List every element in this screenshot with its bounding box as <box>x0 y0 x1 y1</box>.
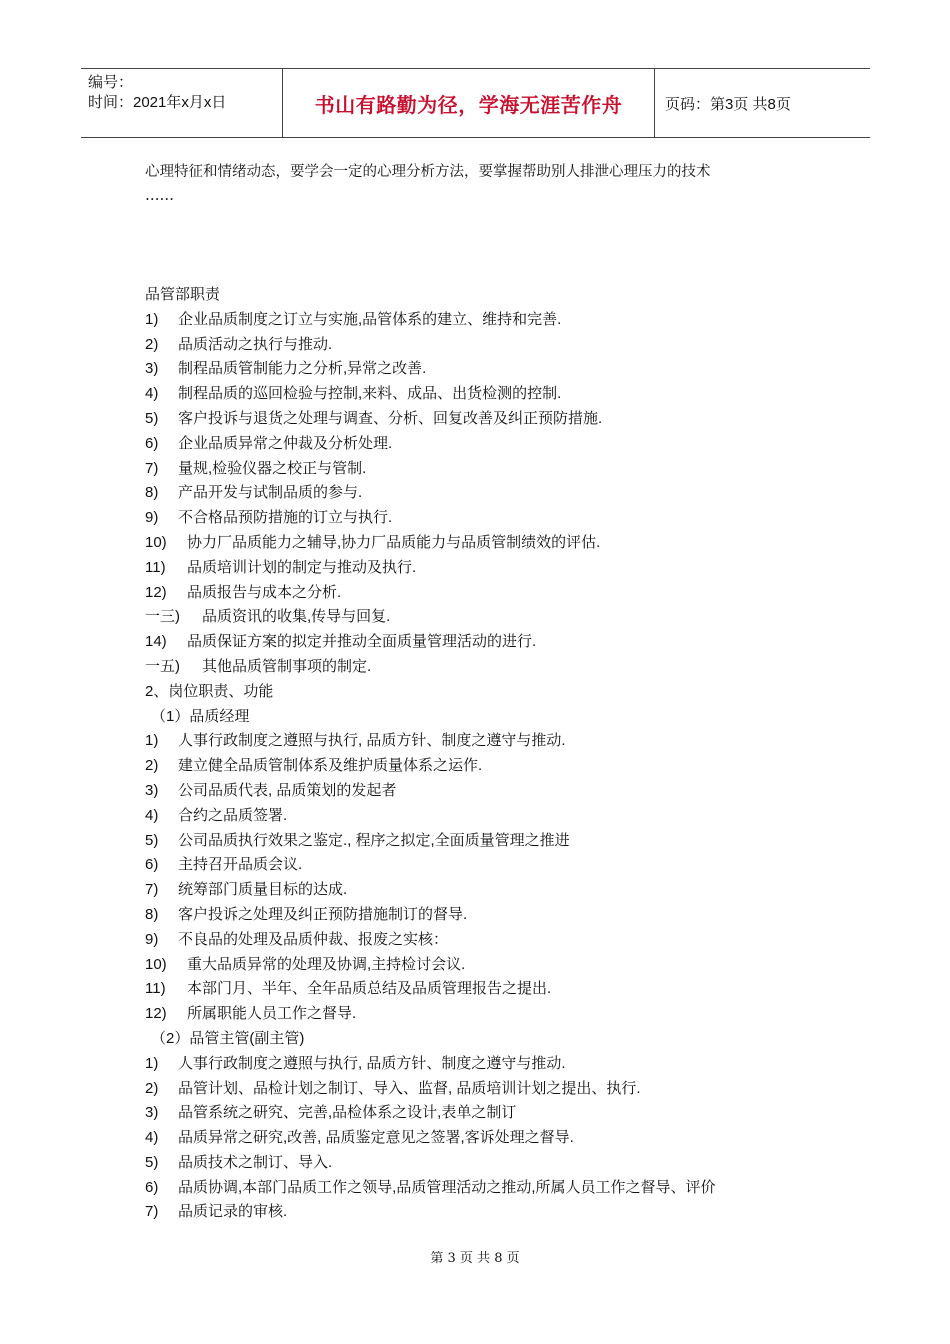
item-text: 公司品质执行效果之鉴定., 程序之拟定,全面质量管理之推进 <box>178 831 570 849</box>
item-text: 品质报告与成本之分析. <box>187 583 342 601</box>
item-number: 8) <box>145 905 159 923</box>
item-text: 不合格品预防措施的订立与执行. <box>178 509 393 527</box>
manager-title: （1）品质经理 <box>151 707 250 725</box>
list-item <box>145 1077 845 1102</box>
item-number: 11) <box>145 980 166 998</box>
item-text: 客户投诉与退货之处理与调查、分析、回复改善及纠正预防措施. <box>178 409 603 427</box>
item-text: 品质协调,本部门品质工作之领导,品质管理活动之推动,所属人员工作之督导、评价 <box>178 1178 716 1196</box>
item-number: 2) <box>145 335 159 353</box>
item-number: 1) <box>145 310 159 328</box>
item-text: 制程品质的巡回检验与控制,来料、成品、出货检测的控制. <box>178 385 562 403</box>
time-label: 时间：2021年x月x日 <box>88 94 227 111</box>
motto: 书山有路勤为径，学海无涯苦作舟 <box>283 69 655 137</box>
list-item <box>145 655 845 680</box>
item-text: 公司品质代表, 品质策划的发起者 <box>178 781 397 799</box>
manager-duties-list <box>145 729 845 1027</box>
list-item <box>145 928 845 953</box>
list-item <box>145 829 845 854</box>
item-number: 6) <box>145 434 159 452</box>
item-number: 9) <box>145 509 159 527</box>
number-label: 编号： <box>88 74 134 91</box>
item-text: 人事行政制度之遵照与执行, 品质方针、制度之遵守与推动. <box>178 1054 566 1072</box>
list-item <box>145 506 845 531</box>
content-body <box>145 283 845 1225</box>
list-item <box>145 1101 845 1126</box>
list-item <box>145 432 845 457</box>
item-text: 不良品的处理及品质仲裁、报废之实核： <box>178 930 449 948</box>
item-text: 量规,检验仪器之校正与管制. <box>178 459 367 477</box>
list-item <box>145 308 845 333</box>
item-text: 所属职能人员工作之督导. <box>187 1005 357 1023</box>
item-text: 主持召开品质会议. <box>178 856 303 874</box>
list-item <box>145 804 845 829</box>
item-text: 制程品质管制能力之分析,异常之改善. <box>178 360 427 378</box>
item-number: 3) <box>145 360 159 378</box>
intro-ellipsis: …… <box>145 188 174 204</box>
list-item <box>145 630 845 655</box>
duties-title: 2、岗位职责、功能 <box>145 682 274 700</box>
list-item <box>145 953 845 978</box>
item-number: 11) <box>145 558 166 576</box>
list-item <box>145 903 845 928</box>
list-item <box>145 556 845 581</box>
item-number: 2) <box>145 757 159 775</box>
intro-paragraph <box>145 160 825 208</box>
item-number: 3) <box>145 1104 159 1122</box>
intro-line: 心理特征和情绪动态，要学会一定的心理分析方法，要掌握帮助别人排泄心理压力的技术 <box>145 164 711 180</box>
item-text: 品质培训计划的制定与推动及执行. <box>187 558 417 576</box>
list-item <box>145 878 845 903</box>
item-number: 7) <box>145 459 159 477</box>
item-text: 建立健全品质管制体系及维护质量体系之运作. <box>178 757 483 775</box>
list-item <box>145 407 845 432</box>
item-text: 品质异常之研究,改善, 品质鉴定意见之签署,客诉处理之督导. <box>178 1129 574 1147</box>
list-item <box>145 1151 845 1176</box>
item-text: 合约之品质签署. <box>178 806 288 824</box>
item-text: 协力厂品质能力之辅导,协力厂品质能力与品质管制绩效的评估. <box>187 533 601 551</box>
list-item <box>145 481 845 506</box>
item-number: 7) <box>145 881 159 899</box>
list-item <box>145 779 845 804</box>
list-item <box>145 333 845 358</box>
list-item <box>145 605 845 630</box>
item-text: 品质活动之执行与推动. <box>178 335 333 353</box>
item-number: 6) <box>145 1178 159 1196</box>
header-left-cell <box>81 69 283 137</box>
supervisor-duties-list <box>145 1052 845 1226</box>
list-item <box>145 1002 845 1027</box>
item-number: 8) <box>145 484 159 502</box>
item-text: 品管系统之研究、完善,品检体系之设计,表单之制订 <box>178 1104 517 1122</box>
list-item <box>145 1126 845 1151</box>
item-number: 12) <box>145 583 167 601</box>
list-item <box>145 457 845 482</box>
item-number: 5) <box>145 409 159 427</box>
item-number: 1) <box>145 1054 159 1072</box>
item-number: 10) <box>145 955 167 973</box>
list-item <box>145 853 845 878</box>
item-number: 12) <box>145 1005 167 1023</box>
item-number: 1) <box>145 732 159 750</box>
item-text: 品质记录的审核. <box>178 1203 288 1221</box>
item-text: 重大品质异常的处理及协调,主持检讨会议. <box>187 955 466 973</box>
list-item <box>145 729 845 754</box>
item-text: 其他品质管制事项的制定. <box>202 657 372 675</box>
item-number: 2) <box>145 1079 159 1097</box>
list-item <box>145 1052 845 1077</box>
item-number: 6) <box>145 856 159 874</box>
supervisor-title: （2）品管主管(副主管) <box>151 1029 305 1047</box>
list-item <box>145 754 845 779</box>
item-text: 统筹部门质量目标的达成. <box>178 881 348 899</box>
item-number: 一三) <box>145 608 180 626</box>
page-footer: 第 3 页 共 8 页 <box>430 1251 520 1266</box>
list-item <box>145 382 845 407</box>
item-text: 品管计划、品检计划之制订、导入、监督, 品质培训计划之提出、执行. <box>178 1079 641 1097</box>
item-text: 产品开发与试制品质的参与. <box>178 484 363 502</box>
list-item <box>145 357 845 382</box>
dept-duties-list <box>145 308 845 680</box>
item-number: 9) <box>145 930 159 948</box>
item-text: 品质保证方案的拟定并推动全面质量管理活动的进行. <box>187 633 537 651</box>
list-item <box>145 581 845 606</box>
item-number: 7) <box>145 1203 159 1221</box>
item-text: 企业品质制度之订立与实施,品管体系的建立、维持和完善. <box>178 310 562 328</box>
item-text: 品质技术之制订、导入. <box>178 1153 333 1171</box>
list-item <box>145 1200 845 1225</box>
list-item <box>145 977 845 1002</box>
item-text: 企业品质异常之仲裁及分析处理. <box>178 434 393 452</box>
item-text: 客户投诉之处理及纠正预防措施制订的督导. <box>178 905 468 923</box>
list-item <box>145 1176 845 1201</box>
item-number: 4) <box>145 385 159 403</box>
item-number: 一五) <box>145 657 180 675</box>
item-number: 10) <box>145 533 167 551</box>
item-number: 4) <box>145 806 159 824</box>
item-number: 3) <box>145 781 159 799</box>
list-item <box>145 531 845 556</box>
item-text: 本部门月、半年、全年品质总结及品质管理报告之提出. <box>187 980 552 998</box>
header-table <box>81 68 870 138</box>
item-number: 5) <box>145 1153 159 1171</box>
item-text: 品质资讯的收集,传导与回复. <box>202 608 391 626</box>
item-number: 4) <box>145 1129 159 1147</box>
dept-title: 品管部职责 <box>145 286 221 303</box>
item-text: 人事行政制度之遵照与执行, 品质方针、制度之遵守与推动. <box>178 732 566 750</box>
item-number: 5) <box>145 831 159 849</box>
page-label: 页码：第3页 共8页 <box>665 95 791 113</box>
item-number: 14) <box>145 633 167 651</box>
